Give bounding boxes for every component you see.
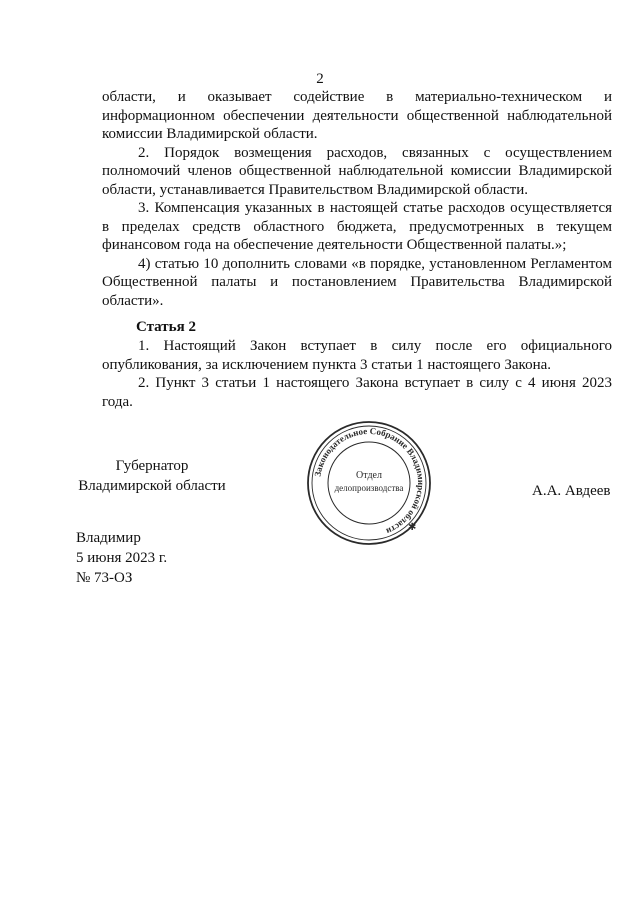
law-text-body: [102, 88, 612, 310]
signatory-name: А.А. Авдеев: [532, 483, 611, 499]
article-item-1: 1. Настоящий Закон вступает в силу после его официального опубликования, за исключением пункта 3 статьи 1 настоящего Закона.: [102, 338, 612, 373]
article-text: [102, 337, 612, 411]
issue-details: [76, 528, 167, 588]
paragraph-item-4: 4) статью 10 дополнить словами «в порядке, установленном Регламентом Общественной палаты и постановлением Правительства Владимирской области».: [102, 255, 612, 309]
article-heading: Статья 2: [136, 319, 196, 335]
page-number: 2: [316, 71, 324, 87]
law-number: № 73-ОЗ: [76, 570, 133, 586]
seal-center-line1: Отдел: [356, 470, 382, 481]
issue-date: 5 июня 2023 г.: [76, 550, 168, 566]
official-seal: [304, 418, 434, 548]
signatory-title: [76, 456, 228, 496]
paragraph-continuation: области, и оказывает содействие в материально-техническом и информационном обеспечении деятельности общественной наблюдательной комиссии Владимирской области.: [102, 89, 612, 142]
issue-city: Владимир: [76, 530, 141, 546]
signatory-title-line2: Владимирской области: [78, 478, 226, 494]
paragraph-item-2: 2. Порядок возмещения расходов, связанных с осуществлением полномочий членов общественной наблюдательной комиссии Владимирской области, устанавливается Правительством Владимирской области.: [102, 144, 612, 198]
seal-center-line2: делопроизводства: [334, 483, 404, 493]
seal-ring-text: Законодательное Собрание Владимирской области: [312, 425, 427, 537]
paragraph-item-3: 3. Компенсация указанных в настоящей статье расходов осуществляется в пределах средств областного бюджета, предусмотренных в текущем финансовом года на обеспечение деятельности Общественной палаты.»;: [102, 200, 612, 253]
seal-star-icon: ✱: [408, 522, 417, 533]
article-item-2: 2. Пункт 3 статьи 1 настоящего Закона вступает в силу с 4 июня 2023 года.: [102, 375, 612, 410]
signatory-title-line1: Губернатор: [115, 458, 189, 474]
